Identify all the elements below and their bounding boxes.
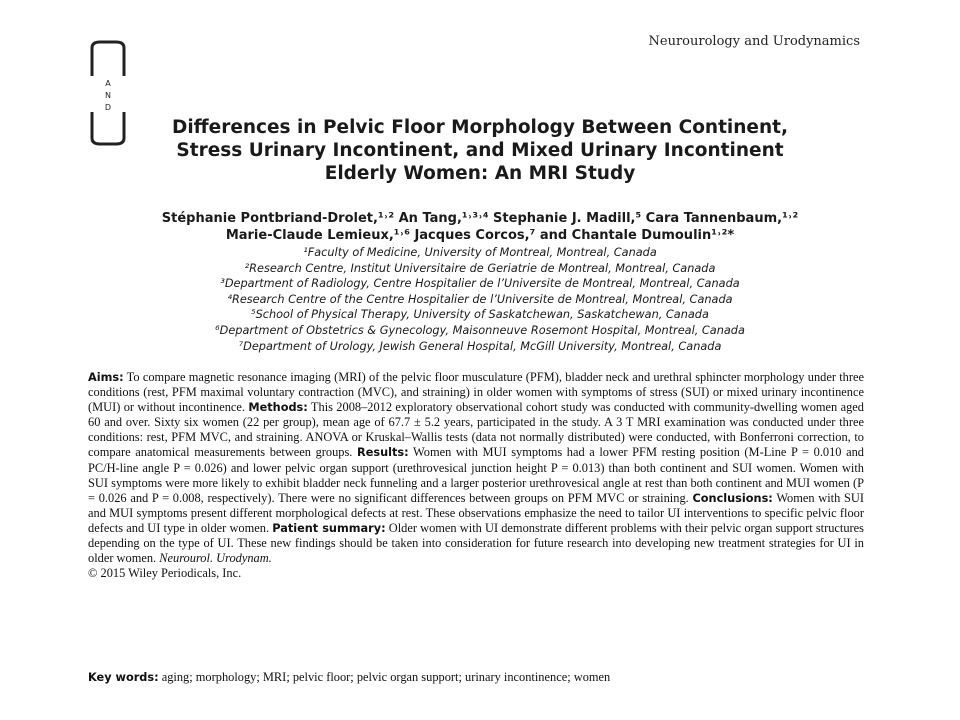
affiliation: ⁵School of Physical Therapy, University of Saskatchewan, Saskatchewan, Canada [251, 308, 709, 322]
affiliation: ¹Faculty of Medicine, University of Montreal, Montreal, Canada [303, 246, 657, 259]
results-text: Women with MUI symptoms had a lower PFM resting position (M-Line P = 0.010 and PC/H-line angle P = 0.026) and lower pelvic organ support (urethrovesical junction height P = 0.013) than both continent and SUI women. Women with SUI symptoms were more likely to exhibit bladder neck funneling and a larger posterior urethrovesical angle at rest than both continent and MUI women (P = 0.026 and P = 0.008, respectively). There were no significant differences between groups on PFM MVC or straining. [88, 445, 864, 505]
logo-letter: A [105, 79, 111, 88]
results-label: Results: [357, 446, 409, 460]
abstract [88, 370, 864, 581]
authors-line: Stéphanie Pontbriand-Drolet,¹˒² An Tang,¹˒³˒⁴ Stephanie J. Madill,⁵ Cara Tannenbaum,¹˒² [161, 211, 799, 226]
title-line: Differences in Pelvic Floor Morphology Between Continent, [171, 117, 789, 138]
methods-text: This 2008–2012 exploratory observational cohort study was conducted with community-dwelling women aged 60 and over. Sixty six women (22 per group), mean age of 67.7 ± 5.2 years, participated in the study. A 3 T MRI examination was conducted under three conditions: rest, PFM MVC, and straining. ANOVA or Kruskal–Wallis tests (data not normally distributed) were conducted, with Bonferroni correction, to compare anatomical measurements between groups. [88, 400, 864, 460]
paper-title [140, 116, 820, 185]
affiliation-list [140, 245, 820, 354]
journal-logo [86, 40, 130, 148]
keywords [88, 670, 864, 685]
conclusions-label: Conclusions: [692, 491, 773, 505]
journal-citation: Neurourol. Urodynam. [159, 551, 272, 566]
conclusions-text: Women with SUI and MUI symptoms present different morphological defects at rest. These observations emphasize the need to tailor UI interventions to specific pelvic floor defects and UI type in older women. [88, 490, 865, 535]
keywords-label: Key words: [88, 671, 159, 684]
affiliation: ³Department of Radiology, Centre Hospitalier de l’Universite de Montreal, Montreal, Canada [220, 277, 740, 291]
copyright: © 2015 Wiley Periodicals, Inc. [88, 566, 242, 581]
logo-letter: D [104, 103, 112, 112]
keywords-text: aging; morphology; MRI; pelvic floor; pelvic organ support; urinary incontinence; women [158, 670, 611, 684]
author-list [140, 210, 820, 244]
patient-summary-label: Patient summary: [272, 521, 386, 535]
affiliation: ²Research Centre, Institut Universitaire de Geriatrie de Montreal, Montreal, Canada [244, 261, 716, 275]
title-line: Stress Urinary Incontinent, and Mixed Urinary Incontinent [176, 140, 784, 161]
authors-line: Marie-Claude Lemieux,¹˒⁶ Jacques Corcos,⁷ and Chantale Dumoulin¹˒²* [225, 228, 735, 243]
affiliation: ⁶Department of Obstetrics & Gynecology, Maisonneuve Rosemont Hospital, Montreal, Canada [215, 323, 745, 337]
aims-text: To compare magnetic resonance imaging (MRI) of the pelvic floor musculature (PFM), bladder neck and urethral sphincter morphology under three conditions (rest, PFM maximal voluntary contraction (MVC), and straining) in older women with symptoms of stress (SUI) or mixed urinary incontinence (MUI) or without incontinence. [88, 370, 864, 415]
journal-name: Neurourology and Urodynamics [648, 34, 860, 49]
patient-summary-text: Older women with UI demonstrate different problems with their pelvic organ support structures depending on the type of UI. These new findings should be taken into consideration for future research into developing new treatment strategies for UI in older women. [88, 520, 865, 566]
affiliation: ⁴Research Centre of the Centre Hospitalier de l’Universite de Montreal, Montreal, Canada [227, 292, 733, 306]
logo-letter: N [105, 91, 111, 100]
title-line: Elderly Women: An MRI Study [324, 163, 636, 184]
affiliation: ⁷Department of Urology, Jewish General Hospital, McGill University, Montreal, Canada [238, 339, 722, 353]
methods-label: Methods: [248, 401, 308, 415]
aims-label: Aims: [88, 371, 124, 384]
